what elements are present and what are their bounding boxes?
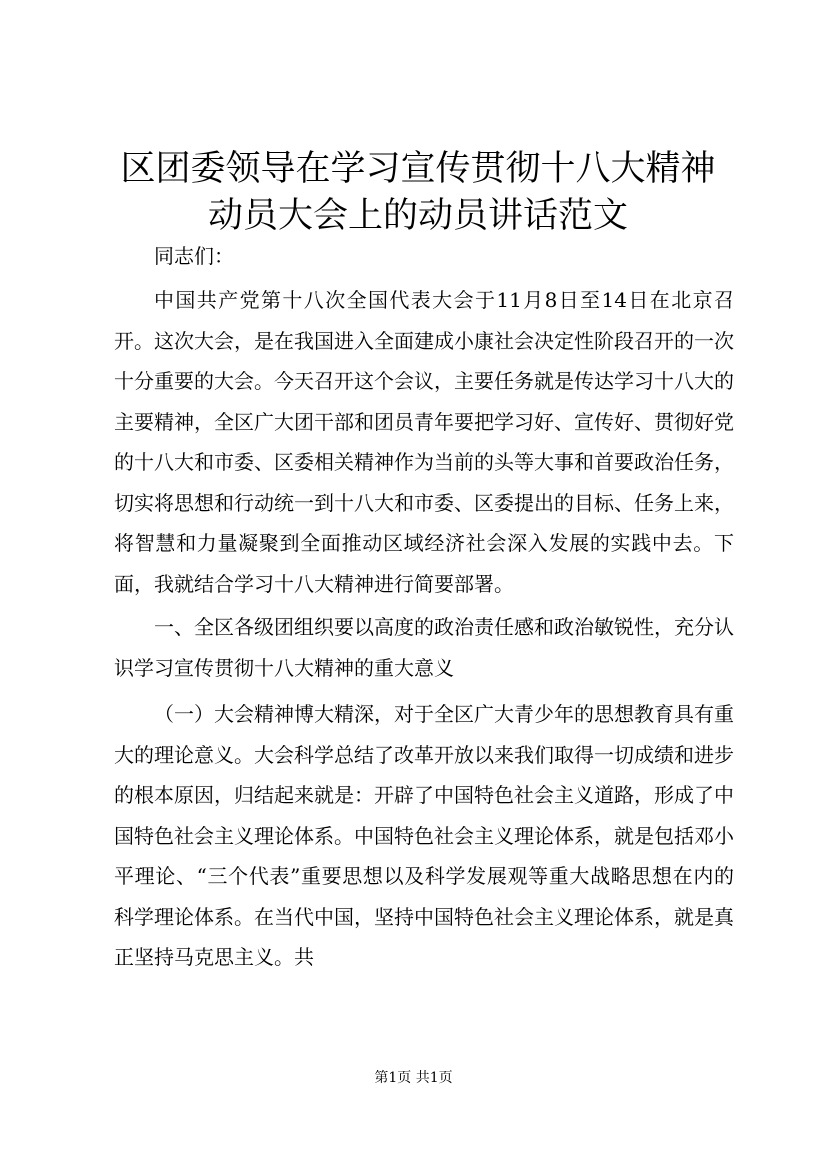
page-footer: 第1页 共1页 [374,1070,453,1086]
document-body [114,236,734,978]
paragraph-intro: 中国共产党第十八次全国代表大会于11月8日至14日在北京召开。这次大会，是在我国进入全面建成小康社会决定性阶段召开的一次十分重要的大会。今天召开这个会议，主要任务就是传达学习十八大的主要精神，全区广大团干部和团员青年要把学习好、宣传好、贯彻好党的十八大和市委、区委相关精神作为当前的头等大事和首要政治任务，切实将思想和行动统一到十八大和市委、区委提出的目标、任务上来，将智慧和力量凝聚到全面推动区域经济社会深入发展的实践中去。下面，我就结合学习十八大精神进行简要部署。 [114,288,734,596]
salutation: 同志们： [154,244,234,268]
paragraph-subsection-1: （一）大会精神博大精深，对于全区广大青少年的思想教育具有重大的理论意义。大会科学总结了改革开放以来我们取得一切成绩和进步的根本原因，归结起来就是：开辟了中国特色社会主义道路，形成了中国特色社会主义理论体系。中国特色社会主义理论体系，就是包括邓小平理论、“三个代表”重要思想以及科学发展观等重大战略思想在内的科学理论体系。在当代中国，坚持中国特色社会主义理论体系，就是真正坚持马克思主义。共 [114,702,734,969]
document-title: 区团委领导在学习宣传贯彻十八大精神动员大会上的动员讲话范文 [120,149,716,236]
section-heading-1: 一、全区各级团组织要以高度的政治责任感和政治敏锐性，充分认识学习宣传贯彻十八大精神的重大意义 [114,615,734,680]
